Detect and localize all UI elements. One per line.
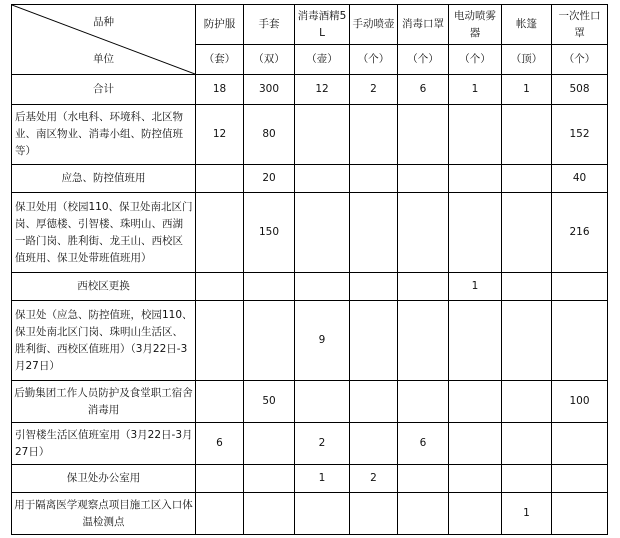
table-cell: 152 bbox=[552, 105, 608, 165]
table-cell bbox=[449, 105, 502, 165]
table-cell bbox=[502, 465, 552, 493]
table-cell: 80 bbox=[244, 105, 295, 165]
table-cell: 1 bbox=[295, 465, 350, 493]
table-cell bbox=[449, 465, 502, 493]
col-header-unit: （双） bbox=[244, 45, 295, 75]
table-cell bbox=[398, 301, 449, 381]
table-cell bbox=[502, 193, 552, 273]
table-cell bbox=[295, 273, 350, 301]
table-cell bbox=[196, 381, 244, 423]
table-cell bbox=[502, 273, 552, 301]
row-label: 西校区更换 bbox=[12, 273, 196, 301]
table-cell: 50 bbox=[244, 381, 295, 423]
table-cell bbox=[196, 165, 244, 193]
table-cell: 1 bbox=[502, 75, 552, 105]
col-header-item: 消毒口罩 bbox=[398, 5, 449, 45]
table-cell: 1 bbox=[449, 75, 502, 105]
table-cell bbox=[502, 301, 552, 381]
table-cell bbox=[196, 465, 244, 493]
table-cell bbox=[449, 301, 502, 381]
table-cell bbox=[350, 301, 398, 381]
table-cell bbox=[398, 105, 449, 165]
table-cell bbox=[350, 273, 398, 301]
corner-header-cell bbox=[12, 5, 196, 75]
table-cell bbox=[502, 381, 552, 423]
col-header-unit: （个） bbox=[350, 45, 398, 75]
table-cell: 18 bbox=[196, 75, 244, 105]
col-header-unit: （套） bbox=[196, 45, 244, 75]
table-cell: 1 bbox=[449, 273, 502, 301]
table-cell: 2 bbox=[295, 423, 350, 465]
table-cell: 1 bbox=[502, 493, 552, 535]
col-header-unit: （顶） bbox=[502, 45, 552, 75]
table-row bbox=[12, 301, 608, 381]
table-row bbox=[12, 75, 608, 105]
corner-label-unit: 单位 bbox=[93, 53, 114, 65]
table-cell bbox=[350, 493, 398, 535]
table-cell bbox=[295, 165, 350, 193]
table-row bbox=[12, 423, 608, 465]
row-label: 保卫处办公室用 bbox=[12, 465, 196, 493]
table-cell: 12 bbox=[295, 75, 350, 105]
table-cell bbox=[244, 465, 295, 493]
table-cell bbox=[449, 381, 502, 423]
table-cell: 6 bbox=[398, 423, 449, 465]
col-header-item: 电动喷雾器 bbox=[449, 5, 502, 45]
table-cell bbox=[196, 273, 244, 301]
table-cell bbox=[350, 105, 398, 165]
col-header-unit: （壶） bbox=[295, 45, 350, 75]
table-cell bbox=[398, 193, 449, 273]
table-cell bbox=[295, 193, 350, 273]
table-cell bbox=[398, 381, 449, 423]
row-label: 后基处用（水电科、环境科、北区物业、南区物业、消毒小组、防控值班等） bbox=[12, 105, 196, 165]
col-header-item: 防护服 bbox=[196, 5, 244, 45]
table-cell: 12 bbox=[196, 105, 244, 165]
table-cell bbox=[449, 423, 502, 465]
table-cell bbox=[449, 165, 502, 193]
table-cell: 9 bbox=[295, 301, 350, 381]
table-cell bbox=[196, 193, 244, 273]
row-label: 引智楼生活区值班室用（3月22日-3月27日） bbox=[12, 423, 196, 465]
table-cell bbox=[244, 493, 295, 535]
table-cell: 6 bbox=[196, 423, 244, 465]
table-cell bbox=[196, 493, 244, 535]
table-cell: 216 bbox=[552, 193, 608, 273]
header-row-items bbox=[12, 5, 608, 45]
table-row bbox=[12, 105, 608, 165]
table-row bbox=[12, 193, 608, 273]
col-header-item: 帐篷 bbox=[502, 5, 552, 45]
table-cell: 20 bbox=[244, 165, 295, 193]
col-header-item: 手动喷壶 bbox=[350, 5, 398, 45]
table-cell: 508 bbox=[552, 75, 608, 105]
table-cell: 100 bbox=[552, 381, 608, 423]
table-cell bbox=[295, 493, 350, 535]
table-cell bbox=[244, 273, 295, 301]
row-label: 保卫处（应急、防控值班，校园110、保卫处南北区门岗、珠明山生活区、胜利街、西校区值班用）（3月22日-3月27日） bbox=[12, 301, 196, 381]
table-cell bbox=[295, 381, 350, 423]
table-cell: 300 bbox=[244, 75, 295, 105]
materials-table bbox=[11, 4, 608, 535]
table-cell bbox=[502, 105, 552, 165]
row-label: 合计 bbox=[12, 75, 196, 105]
table-cell bbox=[552, 301, 608, 381]
row-label: 用于隔离医学观察点项目施工区入口体温检测点 bbox=[12, 493, 196, 535]
table-cell bbox=[398, 165, 449, 193]
col-header-unit: （个） bbox=[449, 45, 502, 75]
table-cell: 2 bbox=[350, 75, 398, 105]
table-cell bbox=[350, 165, 398, 193]
row-label: 保卫处用（校园110、保卫处南北区门岗、厚德楼、引智楼、珠明山、西湖一路门岗、胜利街、龙王山、西校区值班用、保卫处带班值班用） bbox=[12, 193, 196, 273]
table-cell: 2 bbox=[350, 465, 398, 493]
col-header-unit: （个） bbox=[398, 45, 449, 75]
table-cell bbox=[552, 465, 608, 493]
table-cell bbox=[449, 493, 502, 535]
table-cell bbox=[552, 273, 608, 301]
col-header-unit: （个） bbox=[552, 45, 608, 75]
table-row bbox=[12, 273, 608, 301]
table-row bbox=[12, 465, 608, 493]
table-cell bbox=[449, 193, 502, 273]
table-cell bbox=[244, 423, 295, 465]
table-cell bbox=[196, 301, 244, 381]
col-header-item: 手套 bbox=[244, 5, 295, 45]
table-cell: 40 bbox=[552, 165, 608, 193]
row-label: 应急、防控值班用 bbox=[12, 165, 196, 193]
table-cell bbox=[552, 493, 608, 535]
table-cell bbox=[502, 423, 552, 465]
table-cell: 150 bbox=[244, 193, 295, 273]
table-cell bbox=[398, 493, 449, 535]
table-cell bbox=[350, 193, 398, 273]
corner-label-item: 品种 bbox=[93, 16, 114, 28]
table-cell bbox=[350, 381, 398, 423]
table-cell bbox=[350, 423, 398, 465]
table-cell bbox=[398, 273, 449, 301]
table-cell bbox=[502, 165, 552, 193]
col-header-item: 消毒酒精5L bbox=[295, 5, 350, 45]
col-header-item: 一次性口罩 bbox=[552, 5, 608, 45]
table-row bbox=[12, 165, 608, 193]
table-cell: 6 bbox=[398, 75, 449, 105]
table-cell bbox=[552, 423, 608, 465]
table-cell bbox=[244, 301, 295, 381]
table-cell bbox=[295, 105, 350, 165]
table-row bbox=[12, 381, 608, 423]
table-row bbox=[12, 493, 608, 535]
row-label: 后勤集团工作人员防护及食堂职工宿舍消毒用 bbox=[12, 381, 196, 423]
table-cell bbox=[398, 465, 449, 493]
